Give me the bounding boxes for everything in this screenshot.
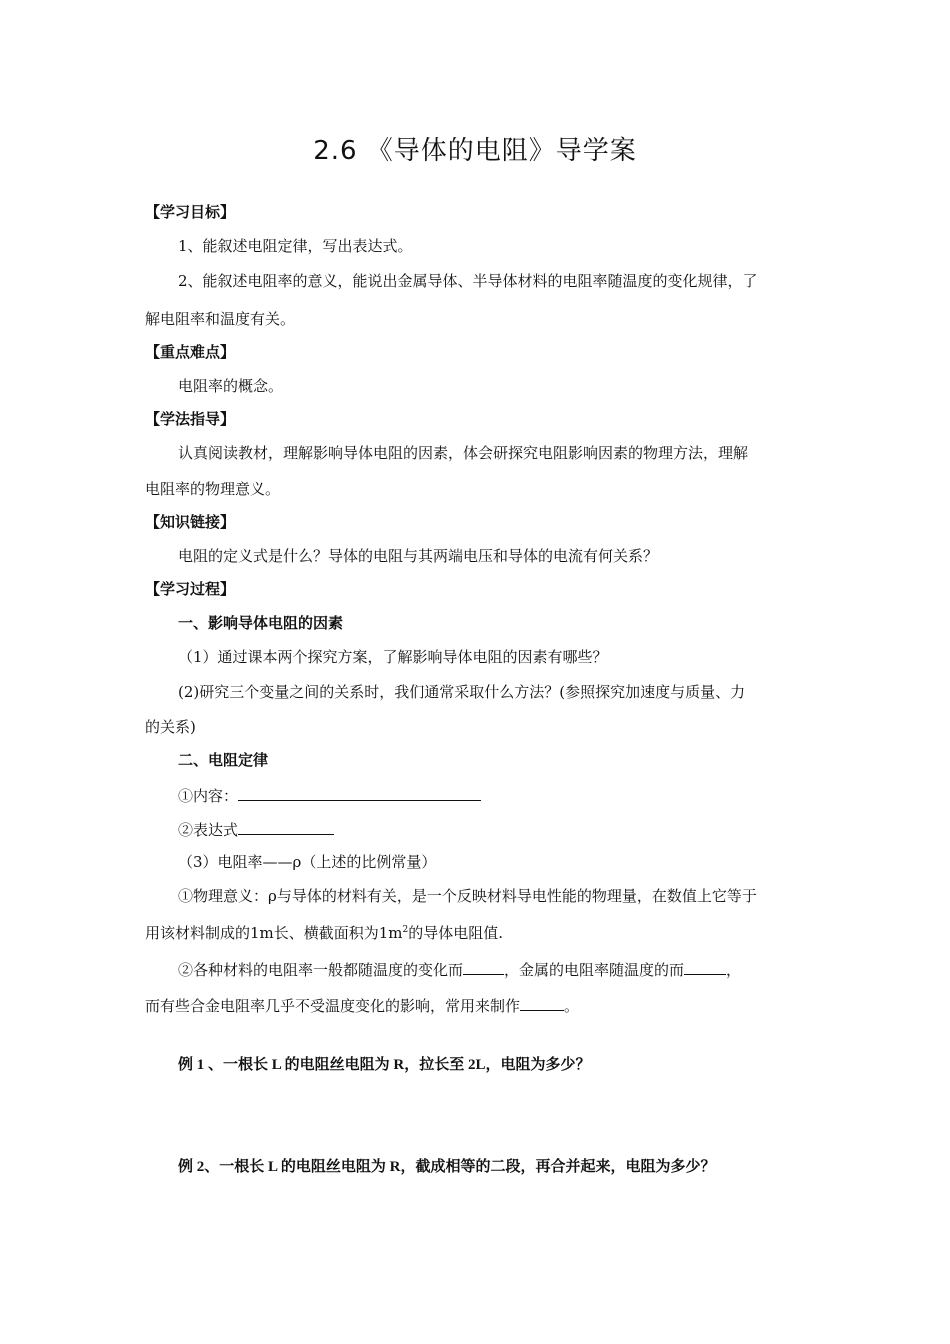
temperature-line-1 — [178, 958, 741, 980]
temperature-line-2 — [145, 994, 579, 1016]
content-label: ①内容： — [178, 787, 239, 805]
meaning-line-1: ①物理意义：ρ与导体的材料有关，是一个反映材料导电性能的物理量，在数值上它等于 — [178, 887, 757, 905]
knowledge-link-heading: 【知识链接】 — [145, 513, 236, 531]
temperature-blank-1[interactable] — [463, 958, 504, 975]
temperature-text-2: ，金属的电阻率随温度的而 — [504, 961, 685, 979]
objective-2-line-1: 2、能叙述电阻率的意义，能说出金属导体、半导体材料的电阻率随温度的变化规律，了 — [178, 272, 758, 290]
meaning-text-2: 的导体电阻值. — [408, 924, 504, 942]
resistivity-label: （3）电阻率——ρ（上述的比例常量） — [178, 853, 437, 871]
objective-2-line-2: 解电阻率和温度有关。 — [145, 310, 296, 328]
method-heading: 【学法指导】 — [145, 410, 236, 428]
content-row — [178, 784, 481, 806]
document-title: 2.6 《导体的电阻》导学案 — [313, 136, 637, 166]
part-1-question-1: （1）通过课本两个探究方案，了解影响导体电阻的因素有哪些？ — [178, 648, 608, 666]
temperature-text-1: ②各种材料的电阻率一般都随温度的变化而 — [178, 961, 464, 979]
temperature-text-3: ， — [726, 961, 742, 979]
method-line-1: 认真阅读教材，理解影响导体电阻的因素，体会研探究电阻影响因素的物理方法，理解 — [178, 444, 749, 462]
content-blank[interactable] — [238, 784, 481, 801]
method-line-2: 电阻率的物理意义。 — [145, 480, 281, 498]
knowledge-link-text: 电阻的定义式是什么？导体的电阻与其两端电压和导体的电流有何关系？ — [178, 547, 659, 565]
temperature-blank-3[interactable] — [520, 994, 564, 1011]
meaning-superscript: 2 — [402, 925, 409, 935]
temperature-text-5: 。 — [564, 997, 580, 1015]
objectives-heading: 【学习目标】 — [145, 203, 236, 221]
meaning-text-1: 用该材料制成的1m长、横截面积为1m — [145, 924, 403, 942]
keypoints-heading: 【重点难点】 — [145, 343, 236, 361]
process-heading: 【学习过程】 — [145, 580, 236, 598]
temperature-text-4: 而有些合金电阻率几乎不受温度变化的影响，常用来制作 — [145, 997, 521, 1015]
part-1-heading: 一、影响导体电阻的因素 — [178, 614, 344, 632]
temperature-blank-2[interactable] — [684, 958, 726, 975]
example-1: 例 1 、一根长 L 的电阻丝电阻为 R，拉长至 2L，电阻为多少？ — [178, 1057, 591, 1073]
part-1-question-2-line-2: 的关系) — [145, 718, 196, 736]
part-2-heading: 二、电阻定律 — [178, 751, 269, 769]
expression-blank[interactable] — [238, 818, 334, 835]
meaning-line-2 — [145, 923, 503, 943]
expression-row — [178, 818, 334, 840]
objective-1: 1、能叙述电阻定律，写出表达式。 — [178, 237, 413, 255]
part-1-question-2-line-1: (2)研究三个变量之间的关系时，我们通常采取什么方法？(参照探究加速度与质量、力 — [178, 683, 746, 701]
example-2: 例 2、一根长 L 的电阻丝电阻为 R，截成相等的二段，再合并起来，电阻为多少？ — [178, 1159, 716, 1175]
keypoints-text: 电阻率的概念。 — [178, 377, 284, 395]
expression-label: ②表达式 — [178, 821, 239, 839]
